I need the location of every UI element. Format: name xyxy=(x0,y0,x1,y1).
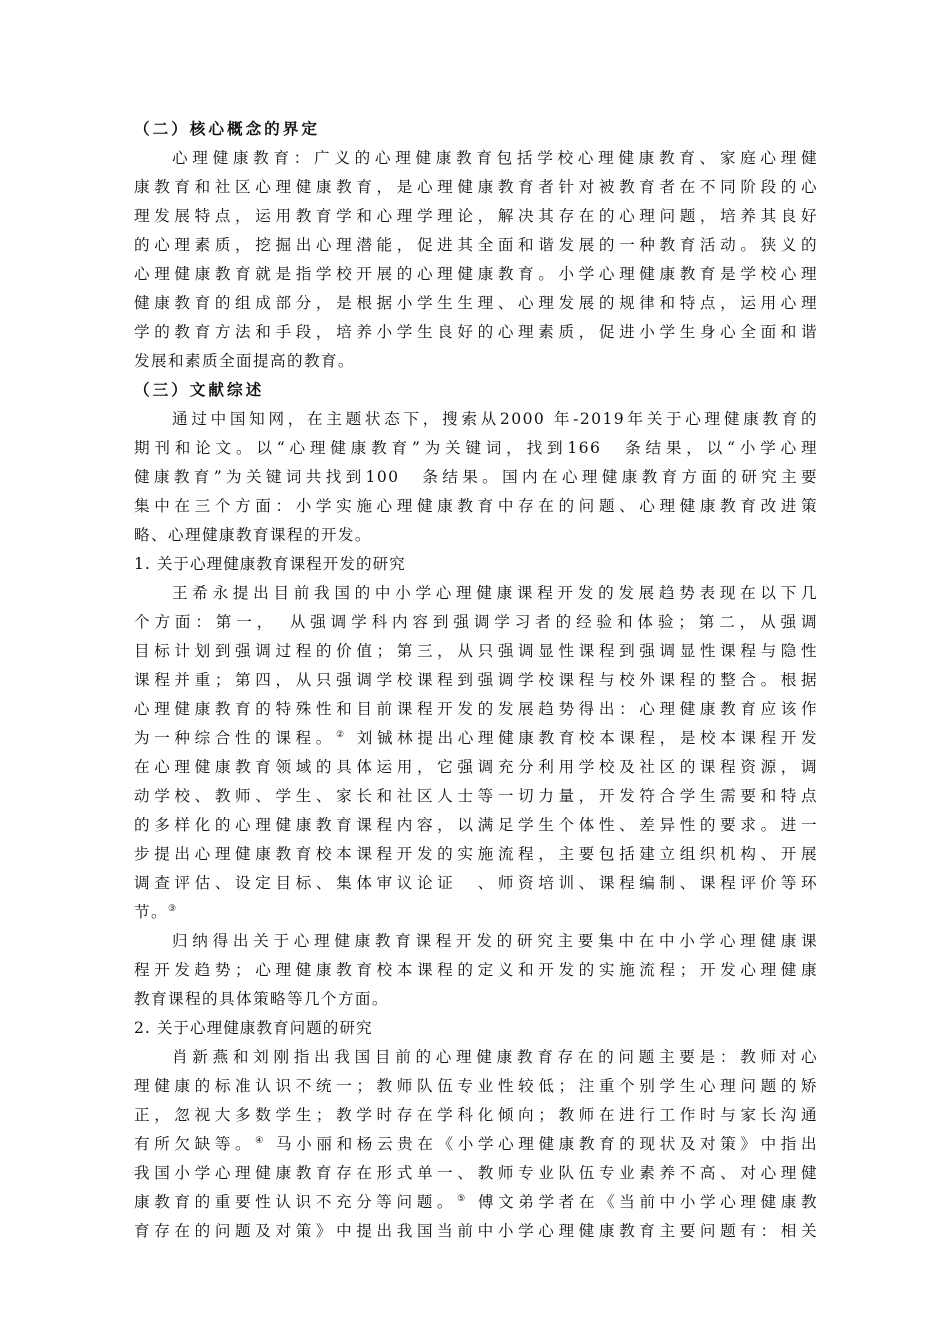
paragraph-line: 目标计划到强调过程的价值；第三，从只强调显性课程到强调显性课程与隐性 xyxy=(134,642,818,660)
section-heading-core-concepts: （二）核心概念的界定 xyxy=(134,119,320,138)
paragraph-line: 理健康的标准认识不统一；教师队伍专业性较低；注重个别学生心理问题的矫 xyxy=(134,1077,818,1095)
paragraph-line: 健康教育”为关键词共找到100 条结果。国内在心理健康教育方面的研究主要 xyxy=(134,468,818,486)
paragraph-line xyxy=(134,1192,818,1212)
paragraph-line xyxy=(134,902,818,922)
line-text: 马小丽和杨云贵在《小学心理健康教育的现状及对策》中指出 xyxy=(266,1135,818,1153)
subsection-heading-problems: 2. 关于心理健康教育问题的研究 xyxy=(134,1019,373,1037)
paragraph-line: 心理健康教育的特殊性和目前课程开发的发展趋势得出：心理健康教育应该作 xyxy=(134,700,818,718)
paragraph-line: 心理健康教育就是指学校开展的心理健康教育。小学心理健康教育是学校心理 xyxy=(134,265,818,283)
paragraph-line xyxy=(134,1134,818,1154)
paragraph-line: 动学校、教师、学生、家长和社区人士等一切力量，开发符合学生需要和特点 xyxy=(134,787,818,805)
footnote-ref: ⑤ xyxy=(457,1194,469,1204)
paragraph-line: 期刊和论文。以“心理健康教育”为关键词，找到166 条结果，以“小学心理 xyxy=(134,439,818,457)
paragraph-line: 个方面：第一， 从强调学科内容到强调学习者的经验和体验；第二，从强调 xyxy=(134,613,818,631)
paragraph-line xyxy=(134,728,818,748)
paragraph-line: 归纳得出关于心理健康教育课程开发的研究主要集中在中小学心理健康课 xyxy=(172,932,818,950)
paragraph-line: 集中在三个方面：小学实施心理健康教育中存在的问题、心理健康教育改进策 xyxy=(134,497,818,515)
line-text: 有所欠缺等。 xyxy=(134,1135,256,1153)
subsection-heading-curriculum: 1. 关于心理健康教育课程开发的研究 xyxy=(134,555,406,573)
paragraph-line: 发展和素质全面提高的教育。 xyxy=(134,352,355,370)
line-text: 为一种综合性的课程。 xyxy=(134,729,336,747)
paragraph-line: 调查评估、设定目标、集体审议论证 、师资培训、课程编制、课程评价等环 xyxy=(134,874,818,892)
paragraph-line: 肖新燕和刘刚指出我国目前的心理健康教育存在的问题主要是：教师对心 xyxy=(172,1048,818,1066)
paragraph-line: 课程并重；第四，从只强调学校课程到强调学校课程与校外课程的整合。根据 xyxy=(134,671,818,689)
paragraph-line: 在心理健康教育领域的具体运用，它强调充分利用学校及社区的课程资源，调 xyxy=(134,758,818,776)
paragraph-line: 正，忽视大多数学生；教学时存在学科化倾向；教师在进行工作时与家长沟通 xyxy=(134,1106,818,1124)
footnote-ref: ④ xyxy=(255,1136,267,1146)
paragraph-line: 理发展特点，运用教育学和心理学理论，解决其存在的心理问题，培养其良好 xyxy=(134,207,818,225)
footnote-ref: ② xyxy=(335,730,348,740)
paragraph-line: 我国小学心理健康教育存在形式单一、教师专业队伍专业素养不高、对心理健 xyxy=(134,1164,818,1182)
paragraph-line: 教育课程的具体策略等几个方面。 xyxy=(134,990,389,1008)
paragraph-line: 学的教育方法和手段，培养小学生良好的心理素质，促进小学生身心全面和谐 xyxy=(134,323,818,341)
section-heading-literature-review: （三）文献综述 xyxy=(134,380,265,399)
paragraph-line: 通过中国知网，在主题状态下，搜索从2000 年-2019年关于心理健康教育的 xyxy=(172,410,818,428)
paragraph-line: 步提出心理健康教育校本课程开发的实施流程，主要包括建立组织机构、开展 xyxy=(134,845,818,863)
paragraph-line: 育存在的问题及对策》中提出我国当前中小学心理健康教育主要问题有：相关 xyxy=(134,1222,818,1240)
line-text: 康教育的重要性认识不充分等问题。 xyxy=(134,1193,458,1211)
line-text: 傅文弟学者在《当前中小学心理健康教 xyxy=(468,1193,818,1211)
paragraph-line: 王希永提出目前我国的中小学心理健康课程开发的发展趋势表现在以下几 xyxy=(172,584,818,602)
paragraph-line: 略、心理健康教育课程的开发。 xyxy=(134,526,372,544)
paragraph-line: 的多样化的心理健康教育课程内容，以满足学生个体性、差异性的要求。进一 xyxy=(134,816,818,834)
paragraph-line: 健康教育的组成部分，是根据小学生生理、心理发展的规律和特点，运用心理 xyxy=(134,294,818,312)
paragraph-line: 康教育和社区心理健康教育，是心理健康教育者针对被教育者在不同阶段的心 xyxy=(134,178,818,196)
paragraph-line: 的心理素质，挖掘出心理潜能，促进其全面和谐发展的一种教育活动。狭义的 xyxy=(134,236,818,254)
paragraph-line: 程开发趋势；心理健康教育校本课程的定义和开发的实施流程；开发心理健康 xyxy=(134,961,818,979)
footnote-ref: ③ xyxy=(168,904,177,914)
line-text: 节。 xyxy=(134,903,168,921)
line-text: 刘铖林提出心理健康教育校本课程，是校本课程开发 xyxy=(347,729,818,747)
paragraph-line: 心理健康教育：广义的心理健康教育包括学校心理健康教育、家庭心理健 xyxy=(172,149,818,167)
